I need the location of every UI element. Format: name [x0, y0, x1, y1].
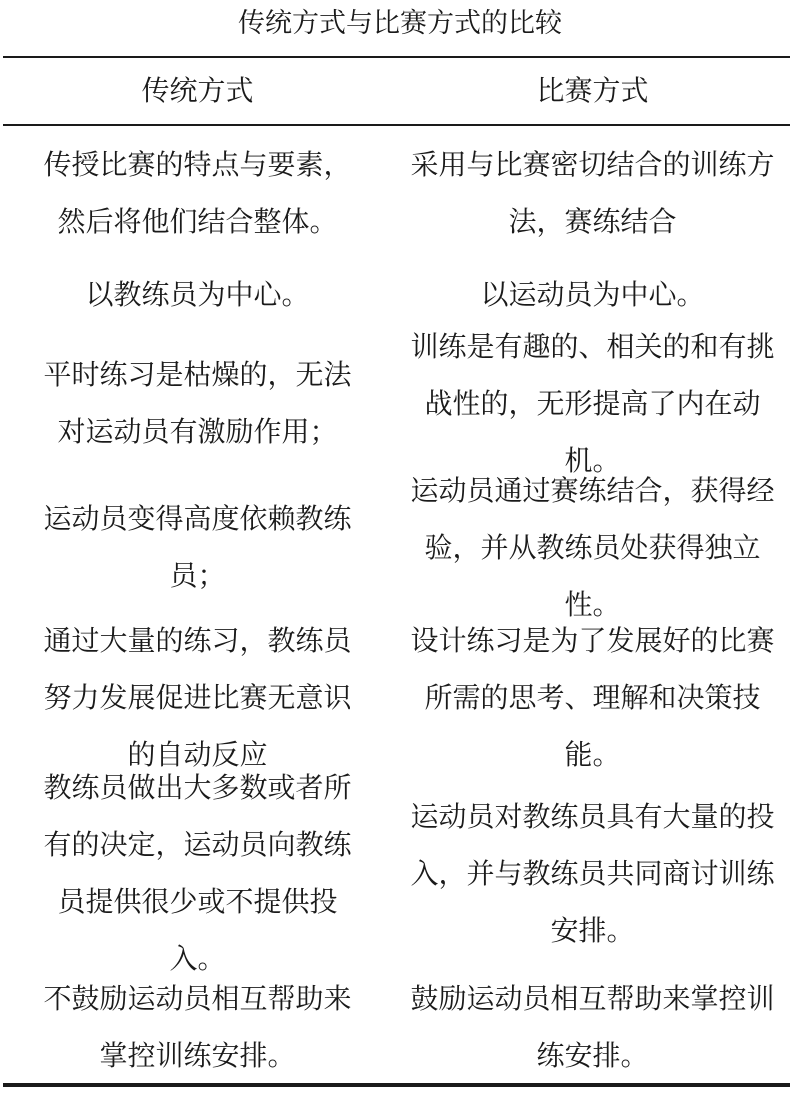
cell-text: 运动员通过赛练结合，获得经验，并从教练员处获得独立性。 [410, 473, 775, 621]
table-row [0, 329, 800, 477]
competition-cell [395, 136, 790, 250]
table-row [0, 610, 800, 784]
cell-text: 设计练习是为了发展好的比赛所需的思考、理解和决策技能。 [410, 623, 775, 771]
cell-text: 采用与比赛密切结合的训练方法，赛练结合 [410, 148, 775, 238]
table-row [0, 264, 800, 324]
competition-cell [395, 787, 790, 959]
traditional-cell [0, 771, 395, 975]
cell-text: 平时练习是枯燥的，无法对运动员有激励作用； [43, 358, 352, 448]
cell-text: 以运动员为中心。 [480, 277, 705, 311]
competition-cell [395, 264, 790, 324]
table-row [0, 473, 800, 621]
cell-text: 传授比赛的特点与要素，然后将他们结合整体。 [43, 148, 352, 238]
cell-text: 运动员对教练员具有大量的投入，并与教练员共同商讨训练安排。 [410, 799, 775, 947]
header-traditional: 传统方式 [141, 74, 254, 107]
header-competition: 比赛方式 [536, 74, 649, 107]
traditional-cell [0, 136, 395, 250]
cell-text: 鼓励运动员相互帮助来掌控训练安排。 [410, 982, 775, 1072]
table-row [0, 136, 800, 250]
traditional-cell [0, 490, 395, 604]
traditional-cell [0, 346, 395, 460]
competition-cell [395, 610, 790, 784]
competition-cell [395, 970, 790, 1084]
table-row [0, 970, 800, 1084]
competition-cell [395, 329, 790, 477]
cell-text: 以教练员为中心。 [85, 277, 310, 311]
top-rule [3, 56, 790, 58]
cell-text: 通过大量的练习，教练员努力发展促进比赛无意识的自动反应 [43, 623, 352, 771]
cell-text: 运动员变得高度依赖教练员； [43, 502, 352, 592]
competition-cell [395, 473, 790, 621]
table-row [0, 771, 800, 975]
header-rule [3, 124, 790, 126]
traditional-cell [0, 264, 395, 324]
cell-text: 教练员做出大多数或者所有的决定，运动员向教练员提供很少或不提供投入。 [43, 771, 352, 975]
traditional-cell [0, 970, 395, 1084]
table-title: 传统方式与比赛方式的比较 [238, 8, 562, 39]
traditional-cell [0, 610, 395, 784]
cell-text: 不鼓励运动员相互帮助来掌控训练安排。 [43, 982, 352, 1072]
cell-text: 训练是有趣的、相关的和有挑战性的，无形提高了内在动机。 [410, 329, 775, 477]
bottom-rule [3, 1083, 790, 1087]
